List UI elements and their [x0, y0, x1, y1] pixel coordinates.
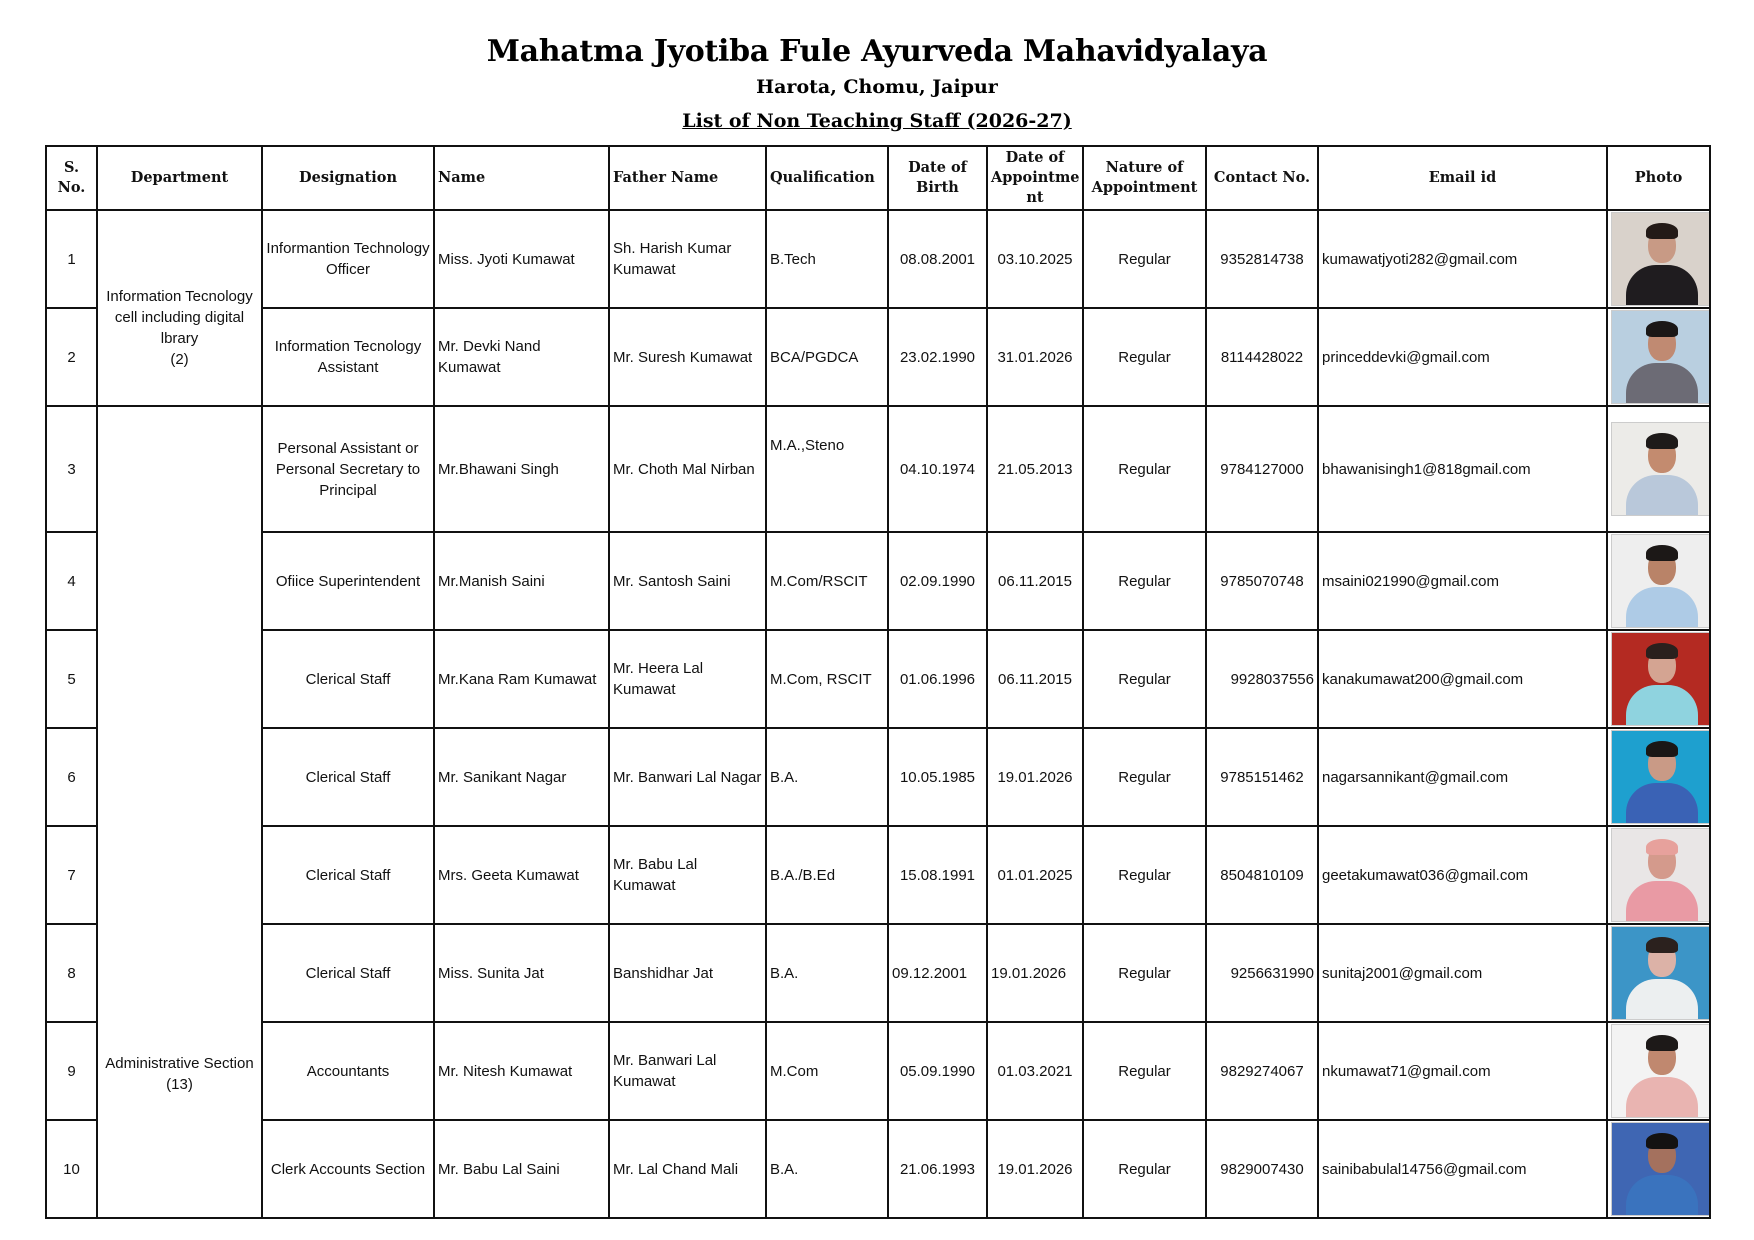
staff-photo: [1611, 632, 1710, 726]
cell-contact: 9785151462: [1206, 728, 1318, 826]
cell-email: sainibabulal14756@gmail.com: [1318, 1120, 1607, 1218]
table-row: [46, 728, 1710, 826]
photo-body-shape: [1626, 475, 1698, 516]
cell-designation: Information Tecnology Assistant: [262, 308, 434, 406]
photo-body-shape: [1626, 881, 1698, 922]
cell-photo: [1607, 630, 1710, 728]
cell-sno: 3: [46, 406, 97, 532]
photo-body-shape: [1626, 1175, 1698, 1216]
col-header-name: Name: [434, 146, 609, 210]
cell-designation: Accountants: [262, 1022, 434, 1120]
cell-qualification: BCA/PGDCA: [766, 308, 888, 406]
cell-date-of-appointment: 03.10.2025: [987, 210, 1083, 308]
photo-hair-shape: [1646, 223, 1678, 239]
cell-sno: 4: [46, 532, 97, 630]
cell-email: nkumawat71@gmail.com: [1318, 1022, 1607, 1120]
cell-email: princeddevki@gmail.com: [1318, 308, 1607, 406]
col-header-sno: S. No.: [46, 146, 97, 210]
cell-father-name: Mr. Suresh Kumawat: [609, 308, 766, 406]
cell-designation: Clerk Accounts Section: [262, 1120, 434, 1218]
cell-sno: 5: [46, 630, 97, 728]
table-row: [46, 630, 1710, 728]
cell-date-of-birth: 01.06.1996: [888, 630, 987, 728]
cell-father-name: Sh. Harish Kumar Kumawat: [609, 210, 766, 308]
photo-body-shape: [1626, 783, 1698, 824]
cell-contact: 9829007430: [1206, 1120, 1318, 1218]
table-header-row: [46, 146, 1710, 210]
photo-body-shape: [1626, 587, 1698, 628]
department-label: Information Tecnology cell including digital lbrary: [106, 288, 253, 347]
cell-name: Miss. Jyoti Kumawat: [434, 210, 609, 308]
cell-qualification: B.A.: [766, 924, 888, 1022]
photo-hair-shape: [1646, 937, 1678, 953]
table-row: [46, 1120, 1710, 1218]
cell-email: bhawanisingh1@818gmail.com: [1318, 406, 1607, 532]
cell-photo: [1607, 728, 1710, 826]
staff-photo: [1611, 1024, 1710, 1118]
col-header-department: Department: [97, 146, 262, 210]
cell-sno: 2: [46, 308, 97, 406]
col-header-nature-of-appointment: Nature of Appointment: [1083, 146, 1206, 210]
cell-qualification: M.Com: [766, 1022, 888, 1120]
cell-contact: 9256631990: [1206, 924, 1318, 1022]
cell-nature-of-appointment: Regular: [1083, 308, 1206, 406]
institution-location: Harota, Chomu, Jaipur: [756, 76, 998, 98]
cell-nature-of-appointment: Regular: [1083, 1022, 1206, 1120]
cell-name: Mr.Bhawani Singh: [434, 406, 609, 532]
cell-date-of-birth: 15.08.1991: [888, 826, 987, 924]
cell-date-of-birth: 04.10.1974: [888, 406, 987, 532]
cell-date-of-birth: 02.09.1990: [888, 532, 987, 630]
cell-sno: 7: [46, 826, 97, 924]
cell-photo: [1607, 210, 1710, 308]
cell-father-name: Mr. Banwari Lal Kumawat: [609, 1022, 766, 1120]
cell-sno: 6: [46, 728, 97, 826]
cell-email: geetakumawat036@gmail.com: [1318, 826, 1607, 924]
cell-name: Mrs. Geeta Kumawat: [434, 826, 609, 924]
cell-qualification: B.A.: [766, 728, 888, 826]
staff-photo: [1611, 828, 1710, 922]
cell-nature-of-appointment: Regular: [1083, 826, 1206, 924]
cell-designation: Ofiice Superintendent: [262, 532, 434, 630]
cell-date-of-birth: 08.08.2001: [888, 210, 987, 308]
cell-contact: 9928037556: [1206, 630, 1318, 728]
col-header-designation: Designation: [262, 146, 434, 210]
col-header-qualification: Qualification: [766, 146, 888, 210]
cell-sno: 9: [46, 1022, 97, 1120]
photo-hair-shape: [1646, 643, 1678, 659]
photo-hair-shape: [1646, 321, 1678, 337]
department-count: (2): [170, 351, 189, 368]
cell-nature-of-appointment: Regular: [1083, 532, 1206, 630]
cell-sno: 1: [46, 210, 97, 308]
cell-nature-of-appointment: Regular: [1083, 630, 1206, 728]
staff-photo: [1611, 926, 1710, 1020]
cell-email: msaini021990@gmail.com: [1318, 532, 1607, 630]
photo-hair-shape: [1646, 741, 1678, 757]
cell-photo: [1607, 1120, 1710, 1218]
department-count: (13): [166, 1076, 193, 1093]
cell-date-of-appointment: 06.11.2015: [987, 630, 1083, 728]
photo-body-shape: [1626, 265, 1698, 306]
cell-father-name: Mr. Lal Chand Mali: [609, 1120, 766, 1218]
cell-nature-of-appointment: Regular: [1083, 728, 1206, 826]
cell-date-of-birth: 05.09.1990: [888, 1022, 987, 1120]
col-header-photo: Photo: [1607, 146, 1710, 210]
photo-body-shape: [1626, 979, 1698, 1020]
col-header-contact: Contact No.: [1206, 146, 1318, 210]
cell-qualification: B.A./B.Ed: [766, 826, 888, 924]
photo-body-shape: [1626, 363, 1698, 404]
cell-qualification: B.Tech: [766, 210, 888, 308]
staff-table: [45, 145, 1711, 1219]
cell-contact: 9784127000: [1206, 406, 1318, 532]
table-row: [46, 1022, 1710, 1120]
cell-date-of-appointment: 01.01.2025: [987, 826, 1083, 924]
staff-photo: [1611, 422, 1710, 516]
cell-name: Mr.Manish Saini: [434, 532, 609, 630]
photo-hair-shape: [1646, 545, 1678, 561]
cell-photo: [1607, 826, 1710, 924]
cell-date-of-birth: 09.12.2001: [888, 924, 987, 1022]
photo-hair-shape: [1646, 1133, 1678, 1149]
cell-date-of-appointment: 21.05.2013: [987, 406, 1083, 532]
cell-father-name: Mr. Santosh Saini: [609, 532, 766, 630]
table-row: [46, 406, 1710, 532]
cell-department: [97, 210, 262, 406]
cell-qualification: B.A.: [766, 1120, 888, 1218]
department-label: Administrative Section: [105, 1055, 254, 1072]
cell-designation: Clerical Staff: [262, 826, 434, 924]
cell-photo: [1607, 1022, 1710, 1120]
cell-name: Mr. Devki Nand Kumawat: [434, 308, 609, 406]
cell-father-name: Mr. Choth Mal Nirban: [609, 406, 766, 532]
cell-name: Mr. Nitesh Kumawat: [434, 1022, 609, 1120]
cell-date-of-appointment: 31.01.2026: [987, 308, 1083, 406]
cell-date-of-appointment: 19.01.2026: [987, 728, 1083, 826]
table-row: [46, 308, 1710, 406]
cell-name: Mr.Kana Ram Kumawat: [434, 630, 609, 728]
table-row: [46, 924, 1710, 1022]
cell-date-of-birth: 23.02.1990: [888, 308, 987, 406]
cell-nature-of-appointment: Regular: [1083, 924, 1206, 1022]
cell-email: kumawatjyoti282@gmail.com: [1318, 210, 1607, 308]
cell-email: kanakumawat200@gmail.com: [1318, 630, 1607, 728]
cell-photo: [1607, 308, 1710, 406]
col-header-father-name: Father Name: [609, 146, 766, 210]
cell-qualification: M.Com/RSCIT: [766, 532, 888, 630]
cell-department: [97, 406, 262, 1218]
cell-father-name: Mr. Banwari Lal Nagar: [609, 728, 766, 826]
cell-sno: 8: [46, 924, 97, 1022]
cell-contact: 8114428022: [1206, 308, 1318, 406]
cell-designation: Informantion Technology Officer: [262, 210, 434, 308]
cell-date-of-birth: 21.06.1993: [888, 1120, 987, 1218]
cell-sno: 10: [46, 1120, 97, 1218]
cell-designation: Clerical Staff: [262, 728, 434, 826]
cell-name: Mr. Sanikant Nagar: [434, 728, 609, 826]
cell-designation: Personal Assistant or Personal Secretary to Principal: [262, 406, 434, 532]
cell-contact: 8504810109: [1206, 826, 1318, 924]
staff-photo: [1611, 1122, 1710, 1216]
cell-father-name: Mr. Heera Lal Kumawat: [609, 630, 766, 728]
institution-title: Mahatma Jyotiba Fule Ayurveda Mahavidyalaya: [486, 34, 1268, 69]
cell-date-of-appointment: 19.01.2026: [987, 924, 1083, 1022]
cell-contact: 9785070748: [1206, 532, 1318, 630]
cell-contact: 9829274067: [1206, 1022, 1318, 1120]
col-header-date-of-appointment: Date of Appointme nt: [987, 146, 1083, 210]
staff-photo: [1611, 310, 1710, 404]
staff-photo: [1611, 730, 1710, 824]
table-row: [46, 532, 1710, 630]
cell-contact: 9352814738: [1206, 210, 1318, 308]
col-header-date-of-birth: Date of Birth: [888, 146, 987, 210]
col-header-email: Email id: [1318, 146, 1607, 210]
cell-designation: Clerical Staff: [262, 630, 434, 728]
cell-name: Mr. Babu Lal Saini: [434, 1120, 609, 1218]
staff-photo: [1611, 212, 1710, 306]
cell-date-of-appointment: 06.11.2015: [987, 532, 1083, 630]
cell-qualification: M.Com, RSCIT: [766, 630, 888, 728]
cell-nature-of-appointment: Regular: [1083, 210, 1206, 308]
cell-nature-of-appointment: Regular: [1083, 406, 1206, 532]
cell-date-of-appointment: 01.03.2021: [987, 1022, 1083, 1120]
cell-qualification: M.A.,Steno: [766, 406, 888, 532]
cell-photo: [1607, 924, 1710, 1022]
photo-hair-shape: [1646, 433, 1678, 449]
photo-body-shape: [1626, 685, 1698, 726]
cell-nature-of-appointment: Regular: [1083, 1120, 1206, 1218]
cell-father-name: Mr. Babu Lal Kumawat: [609, 826, 766, 924]
cell-photo: [1607, 406, 1710, 532]
cell-name: Miss. Sunita Jat: [434, 924, 609, 1022]
cell-date-of-birth: 10.05.1985: [888, 728, 987, 826]
table-row: [46, 210, 1710, 308]
cell-date-of-appointment: 19.01.2026: [987, 1120, 1083, 1218]
cell-email: nagarsannikant@gmail.com: [1318, 728, 1607, 826]
cell-photo: [1607, 532, 1710, 630]
photo-body-shape: [1626, 1077, 1698, 1118]
photo-hair-shape: [1646, 1035, 1678, 1051]
cell-father-name: Banshidhar Jat: [609, 924, 766, 1022]
list-title: List of Non Teaching Staff (2026-27): [682, 110, 1072, 132]
cell-designation: Clerical Staff: [262, 924, 434, 1022]
table-row: [46, 826, 1710, 924]
cell-email: sunitaj2001@gmail.com: [1318, 924, 1607, 1022]
photo-hair-shape: [1646, 839, 1678, 855]
staff-photo: [1611, 534, 1710, 628]
